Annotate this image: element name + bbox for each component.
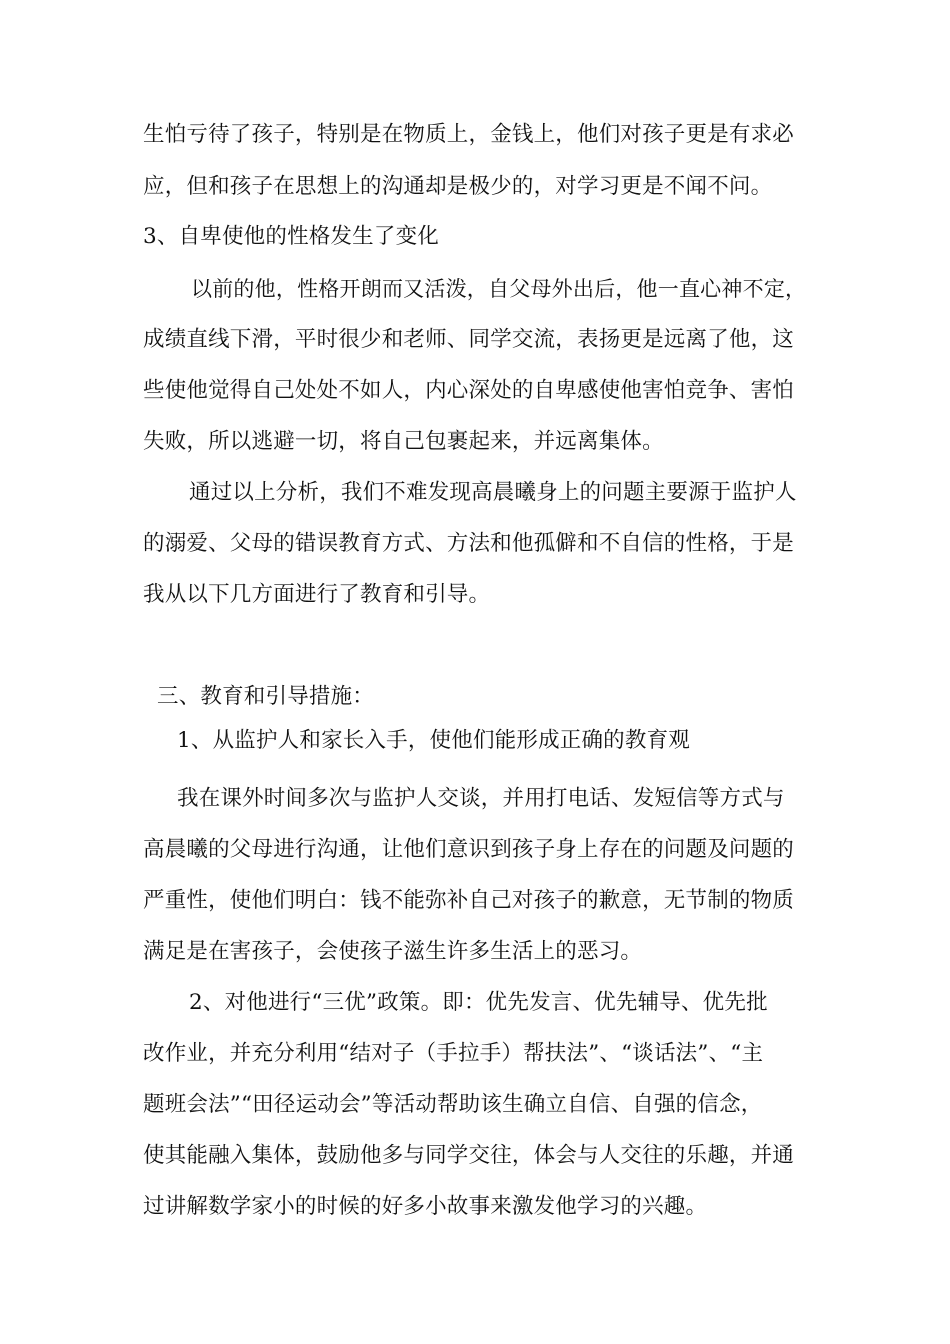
paragraph-line: 严重性，使他们明白：钱不能弥补自己对孩子的歉意，无节制的物质 [143, 888, 795, 913]
paragraph-line: 改作业，并充分利用“结对子（手拉手）帮扶法”、“谈话法”、“主 [143, 1041, 764, 1066]
paragraph-line: 2、对他进行“三优”政策。即：优先发言、优先辅导、优先批 [189, 990, 768, 1015]
paragraph-line: 成绩直线下滑，平时很少和老师、同学交流，表扬更是远离了他，这 [143, 327, 795, 352]
paragraph-line: 使其能融入集体，鼓励他多与同学交往，体会与人交往的乐趣，并通 [143, 1143, 795, 1168]
paragraph-line: 我从以下几方面进行了教育和引导。 [143, 582, 491, 607]
paragraph-line: 些使他觉得自己处处不如人，内心深处的自卑感使他害怕竞争、害怕 [143, 378, 795, 403]
paragraph-line: 应，但和孩子在思想上的沟通却是极少的，对学习更是不闻不问。 [143, 174, 773, 199]
paragraph-line: 高晨曦的父母进行沟通，让他们意识到孩子身上存在的问题及问题的 [143, 837, 795, 862]
section-heading: 3、自卑使他的性格发生了变化 [143, 224, 439, 249]
paragraph-line: 生怕亏待了孩子，特别是在物质上，金钱上，他们对孩子更是有求必 [143, 122, 795, 147]
paragraph-line: 题班会法”“田径运动会”等活动帮助该生确立自信、自强的信念， [143, 1092, 763, 1117]
paragraph-line: 的溺爱、父母的错误教育方式、方法和他孤僻和不自信的性格，于是 [143, 531, 795, 556]
paragraph-line: 失败，所以逃避一切，将自己包裹起来，并远离集体。 [143, 429, 664, 454]
paragraph-line: 通过以上分析，我们不难发现高晨曦身上的问题主要源于监护人 [189, 480, 797, 505]
section-heading: 三、教育和引导措施： [157, 684, 375, 709]
paragraph-line: 满足是在害孩子，会使孩子滋生许多生活上的恶习。 [143, 939, 643, 964]
paragraph-line: 过讲解数学家小的时候的好多小故事来激发他学习的兴趣。 [143, 1194, 708, 1219]
paragraph-line: 我在课外时间多次与监护人交谈，并用打电话、发短信等方式与 [177, 786, 785, 811]
paragraph-line: 以前的他，性格开朗而又活泼，自父母外出后，他一直心神不定， [191, 276, 807, 301]
subsection-heading: 1、从监护人和家长入手，使他们能形成正确的教育观 [177, 728, 690, 753]
